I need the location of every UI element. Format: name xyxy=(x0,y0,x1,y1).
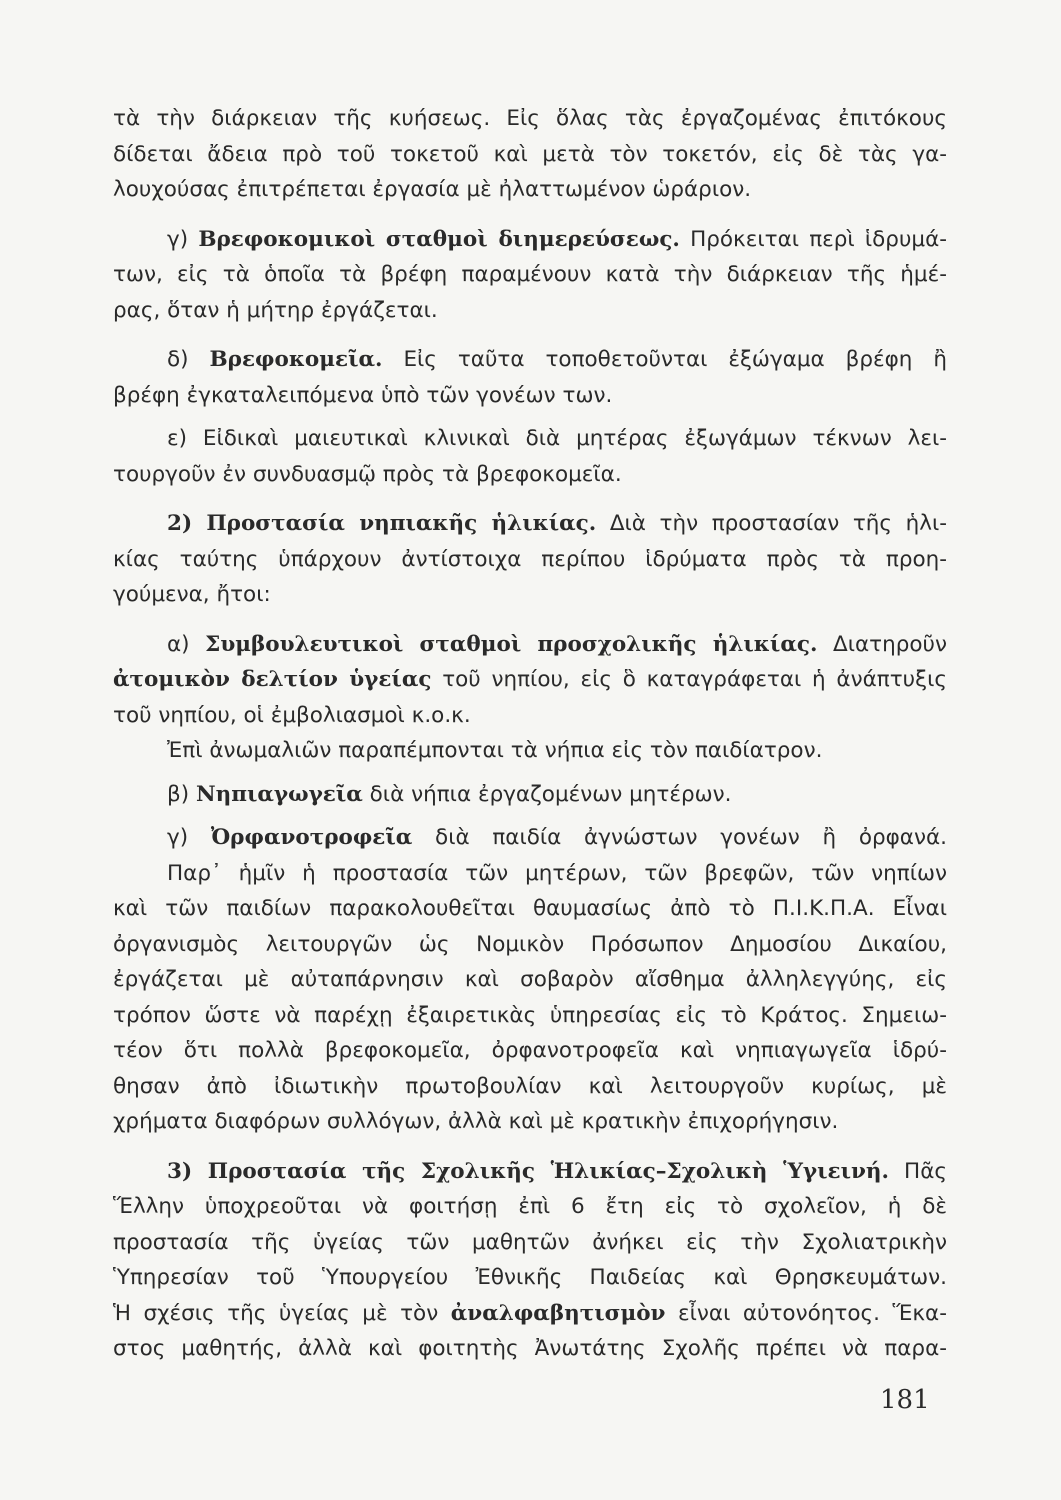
bold-text-run: Βρεφοκομεῖα. xyxy=(209,347,383,372)
text-line xyxy=(113,342,947,378)
text-run: Ἕλλην ὑποχρεοῦται νὰ φοιτήσῃ ἐπὶ 6 ἔτη εἰς τὸ σχολεῖον, ἡ δὲ xyxy=(113,1194,947,1219)
text-line xyxy=(113,257,947,293)
text-line xyxy=(113,820,947,856)
text-run: γούμενα, ἤτοι: xyxy=(113,582,271,607)
text-line xyxy=(113,998,947,1034)
text-line xyxy=(113,856,947,892)
bold-text-run: ἀτομικὸν δελτίον ὑγείας xyxy=(113,667,432,692)
text-run: βρέφη ἐγκαταλειπόμενα ὑπὸ τῶν γονέων των. xyxy=(113,382,613,408)
text-line xyxy=(113,891,947,927)
text-line xyxy=(113,378,947,414)
text-run: γ) xyxy=(167,825,211,850)
text-run: Διατηροῦν xyxy=(817,631,947,657)
text-line xyxy=(113,1154,947,1190)
text-line xyxy=(113,733,947,769)
text-run: β) xyxy=(167,781,196,807)
text-line xyxy=(113,172,947,208)
text-run: χρήματα διαφόρων συλλόγων, ἀλλὰ καὶ μὲ κρατικὴν ἐπιχορήγησιν. xyxy=(113,1109,839,1134)
text-run: ρας, ὅταν ἡ μήτηρ ἐργάζεται. xyxy=(113,297,438,323)
text-run: ὀργανισμὸς λειτουργῶν ὡς Νομικὸν Πρόσωπον Δημοσίου Δικαίου, xyxy=(113,931,947,957)
text-line xyxy=(113,927,947,963)
text-line xyxy=(113,506,947,542)
text-run: τὰ τὴν διάρκειαν τῆς κυήσεως. Εἰς ὅλας τὰς ἐργαζομένας ἐπιτόκους xyxy=(113,106,947,131)
text-line xyxy=(113,1296,947,1332)
text-run: ε) Εἰδικαὶ μαιευτικαὶ κλινικαὶ διὰ μητέρας ἐξωγάμων τέκνων λει- xyxy=(167,426,947,451)
text-run: τέον ὅτι πολλὰ βρεφοκομεῖα, ὀρφανοτροφεῖα καὶ νηπιαγωγεῖα ἱδρύ- xyxy=(113,1038,947,1063)
text-run: Ὑπηρεσίαν τοῦ Ὑπουργείου Ἐθνικῆς Παιδείας καὶ Θρησκευμάτων. xyxy=(113,1265,947,1290)
paragraph-gap xyxy=(113,208,947,222)
text-run: α) xyxy=(167,631,206,657)
text-run: Παρ᾽ ἡμῖν ἡ προστασία τῶν μητέρων, τῶν βρεφῶν, τῶν νηπίων xyxy=(167,860,947,886)
text-run: Ἐπὶ ἀνωμαλιῶν παραπέμπονται τὰ νήπια εἰς τὸν παιδίατρον. xyxy=(167,738,823,763)
text-line xyxy=(113,577,947,613)
bold-text-run: Συμβουλευτικοὶ σταθμοὶ προσχολικῆς ἡλικίας. xyxy=(205,631,818,657)
text-line xyxy=(113,222,947,258)
text-run: διὰ παιδία ἀγνώστων γονέων ἢ ὀρφανά. xyxy=(412,825,947,850)
paragraph-gap xyxy=(113,328,947,342)
paragraph-gap xyxy=(113,492,947,506)
text-run: διὰ νήπια ἐργαζομένων μητέρων. xyxy=(362,781,732,807)
bold-text-run: Βρεφοκομικοὶ σταθμοὶ διημερεύσεως. xyxy=(198,226,680,252)
text-line xyxy=(113,421,947,457)
text-run: Πρόκειται περὶ ἱδρυμά- xyxy=(679,226,947,252)
text-run: γ) xyxy=(167,226,199,252)
paragraph-gap xyxy=(113,812,947,820)
bold-text-run: ἀναλφαβητισμὸν xyxy=(450,1300,666,1326)
text-run: θησαν ἀπὸ ἰδιωτικὴν πρωτοβουλίαν καὶ λειτουργοῦν κυρίως, μὲ xyxy=(113,1073,947,1099)
text-run: ἐργάζεται μὲ αὐταπάρνησιν καὶ σοβαρὸν αἴσθημα ἀλληλεγγύης, εἰς xyxy=(113,967,947,992)
text-line xyxy=(113,457,947,493)
text-run: εἶναι αὐτονόητος. Ἕκα- xyxy=(665,1300,947,1326)
bold-text-run: Νηπιαγωγεῖα xyxy=(195,781,363,807)
text-line xyxy=(113,1331,947,1367)
text-run: των, εἰς τὰ ὁποῖα τὰ βρέφη παραμένουν κατὰ τὴν διάρκειαν τῆς ἡμέ- xyxy=(113,262,947,287)
bold-text-run: 2) Προστασία νηπιακῆς ἡλικίας. xyxy=(167,511,597,536)
text-run: Ἡ σχέσις τῆς ὑγείας μὲ τὸν xyxy=(113,1300,451,1326)
text-run: Διὰ τὴν προστασίαν τῆς ἡλι- xyxy=(596,511,947,536)
text-line xyxy=(113,962,947,998)
page-number: 181 xyxy=(880,1385,930,1415)
text-line xyxy=(113,662,947,698)
text-run: τοῦ νηπίου, οἱ ἐμβολιασμοὶ κ.ο.κ. xyxy=(113,702,471,728)
paragraph-gap xyxy=(113,1140,947,1154)
text-run: τοῦ νηπίου, εἰς ὃ καταγράφεται ἡ ἀνάπτυξις xyxy=(431,667,947,692)
text-line xyxy=(113,627,947,663)
paragraph-gap xyxy=(113,613,947,627)
text-line xyxy=(113,293,947,329)
text-run: Πᾶς xyxy=(889,1158,947,1184)
paragraph-gap xyxy=(113,769,947,777)
text-line xyxy=(113,777,947,813)
text-run: δ) xyxy=(167,347,210,372)
text-line xyxy=(113,1260,947,1296)
text-run: τουργοῦν ἐν συνδυασμῷ πρὸς τὰ βρεφοκομεῖα. xyxy=(113,461,622,487)
text-line xyxy=(113,137,947,173)
bold-text-run: 3) Προστασία τῆς Σχολικῆς Ἡλικίας–Σχολικὴ Ὑγιεινή. xyxy=(167,1158,890,1184)
text-run: λουχούσας ἐπιτρέπεται ἐργασία μὲ ἠλαττωμένον ὡράριον. xyxy=(113,177,752,202)
text-line xyxy=(113,1033,947,1069)
text-line xyxy=(113,1104,947,1140)
text-line xyxy=(113,1189,947,1225)
text-line xyxy=(113,101,947,137)
text-line xyxy=(113,542,947,578)
text-run: καὶ τῶν παιδίων παρακολουθεῖται θαυμασίως ἀπὸ τὸ Π.Ι.Κ.Π.Α. Εἶναι xyxy=(113,896,947,921)
text-run: κίας ταύτης ὑπάρχουν ἀντίστοιχα περίπου ἱδρύματα πρὸς τὰ προη- xyxy=(113,546,947,572)
text-line xyxy=(113,698,947,734)
text-run: προστασία τῆς ὑγείας τῶν μαθητῶν ἀνήκει εἰς τὴν Σχολιατρικὴν xyxy=(113,1229,947,1255)
paragraph-gap xyxy=(113,413,947,421)
text-run: Εἰς ταῦτα τοποθετοῦνται ἐξώγαμα βρέφη ἢ xyxy=(382,347,947,372)
text-line xyxy=(113,1225,947,1261)
text-run: στος μαθητής, ἀλλὰ καὶ φοιτητὴς Ἀνωτάτης Σχολῆς πρέπει νὰ παρα- xyxy=(113,1336,947,1361)
text-run: δίδεται ἄδεια πρὸ τοῦ τοκετοῦ καὶ μετὰ τὸν τοκετόν, εἰς δὲ τὰς γα- xyxy=(113,141,947,167)
bold-text-run: Ὀρφανοτροφεῖα xyxy=(210,825,413,850)
body-text xyxy=(113,101,947,1367)
text-line xyxy=(113,1069,947,1105)
text-run: τρόπον ὥστε νὰ παρέχῃ ἐξαιρετικὰς ὑπηρεσίας εἰς τὸ Κράτος. Σημειω- xyxy=(113,1002,947,1028)
